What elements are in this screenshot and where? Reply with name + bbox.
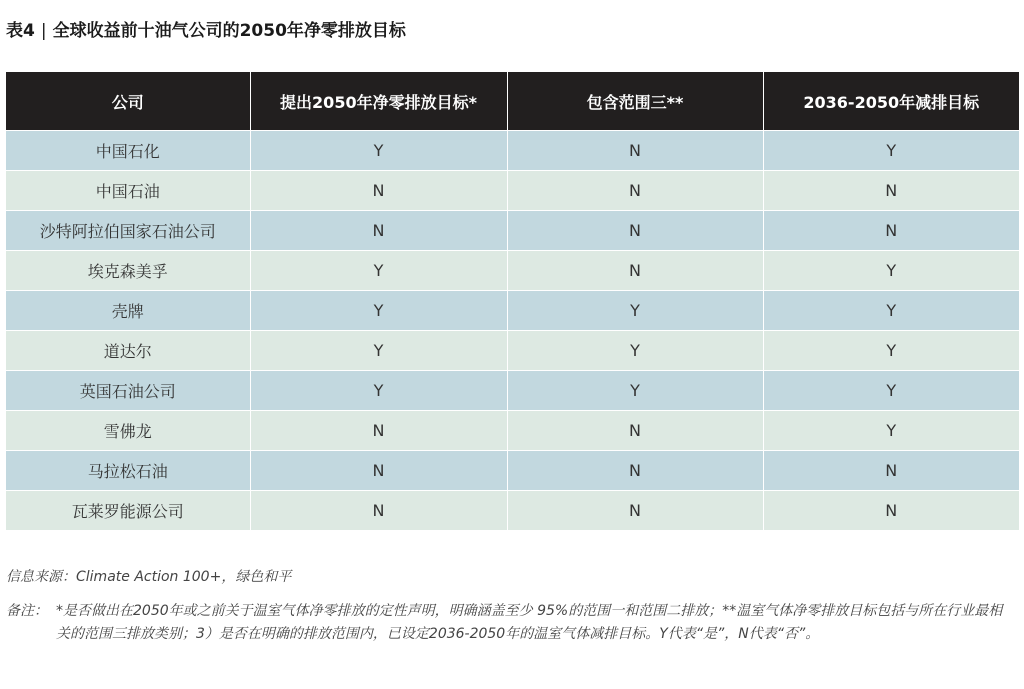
target-cell: N [763, 171, 1019, 211]
scope-three-cell: N [507, 211, 763, 251]
table-row [6, 491, 1019, 531]
header-scope-three: 包含范围三** [507, 72, 763, 131]
company-cell: 瓦莱罗能源公司 [6, 491, 250, 531]
net-zero-cell: Y [250, 131, 507, 171]
target-cell: Y [763, 331, 1019, 371]
scope-three-cell: N [507, 451, 763, 491]
target-cell: Y [763, 251, 1019, 291]
company-cell: 壳牌 [6, 291, 250, 331]
company-cell: 英国石油公司 [6, 371, 250, 411]
company-cell: 道达尔 [6, 331, 250, 371]
net-zero-cell: N [250, 491, 507, 531]
net-zero-cell: N [250, 171, 507, 211]
footnote-label: 备注： [6, 603, 48, 619]
target-cell: Y [763, 371, 1019, 411]
scope-three-cell: N [507, 131, 763, 171]
scope-three-cell: N [507, 251, 763, 291]
table-number: 表4 [6, 21, 35, 41]
table-row [6, 371, 1019, 411]
table-row [6, 131, 1019, 171]
company-cell: 雪佛龙 [6, 411, 250, 451]
table-row [6, 411, 1019, 451]
scope-three-cell: Y [507, 331, 763, 371]
header-row [6, 72, 1019, 131]
scope-three-cell: Y [507, 371, 763, 411]
header-company: 公司 [6, 72, 250, 131]
table-row [6, 171, 1019, 211]
net-zero-cell: N [250, 451, 507, 491]
target-cell: N [763, 491, 1019, 531]
target-cell: Y [763, 131, 1019, 171]
net-zero-cell: N [250, 411, 507, 451]
footnote [6, 600, 1016, 646]
company-cell: 中国石油 [6, 171, 250, 211]
header-2036-2050-target: 2036-2050年减排目标 [763, 72, 1019, 131]
table-row [6, 451, 1019, 491]
table-row [6, 211, 1019, 251]
table-row [6, 331, 1019, 371]
table-row [6, 291, 1019, 331]
company-cell: 沙特阿拉伯国家石油公司 [6, 211, 250, 251]
target-cell: Y [763, 411, 1019, 451]
net-zero-cell: Y [250, 251, 507, 291]
source-line: 信息来源：Climate Action 100+，绿色和平 [6, 569, 292, 585]
net-zero-cell: N [250, 211, 507, 251]
table-row [6, 251, 1019, 291]
net-zero-cell: Y [250, 371, 507, 411]
title-separator: | [40, 21, 47, 41]
target-cell: N [763, 211, 1019, 251]
footnote-text: *是否做出在2050年或之前关于温室气体净零排放的定性声明，明确涵盖至少 95%的范围一和范围二排放；**温室气体净零排放目标包括与所在行业最相关的范围三排放类别；3）是否在明确的排放范围内，已设定2036-2050年的温室气体减排目标。Y代表“是”，N代表“否”。 [56, 603, 1003, 642]
net-zero-cell: Y [250, 291, 507, 331]
header-net-zero-2050: 提出2050年净零排放目标* [250, 72, 507, 131]
scope-three-cell: N [507, 411, 763, 451]
company-cell: 埃克森美孚 [6, 251, 250, 291]
company-cell: 马拉松石油 [6, 451, 250, 491]
scope-three-cell: N [507, 491, 763, 531]
scope-three-cell: Y [507, 291, 763, 331]
net-zero-cell: Y [250, 331, 507, 371]
scope-three-cell: N [507, 171, 763, 211]
net-zero-targets-table [6, 72, 1019, 530]
target-cell: Y [763, 291, 1019, 331]
target-cell: N [763, 451, 1019, 491]
table-title [6, 16, 406, 41]
title-text: 全球收益前十油气公司的2050年净零排放目标 [52, 21, 406, 41]
company-cell: 中国石化 [6, 131, 250, 171]
